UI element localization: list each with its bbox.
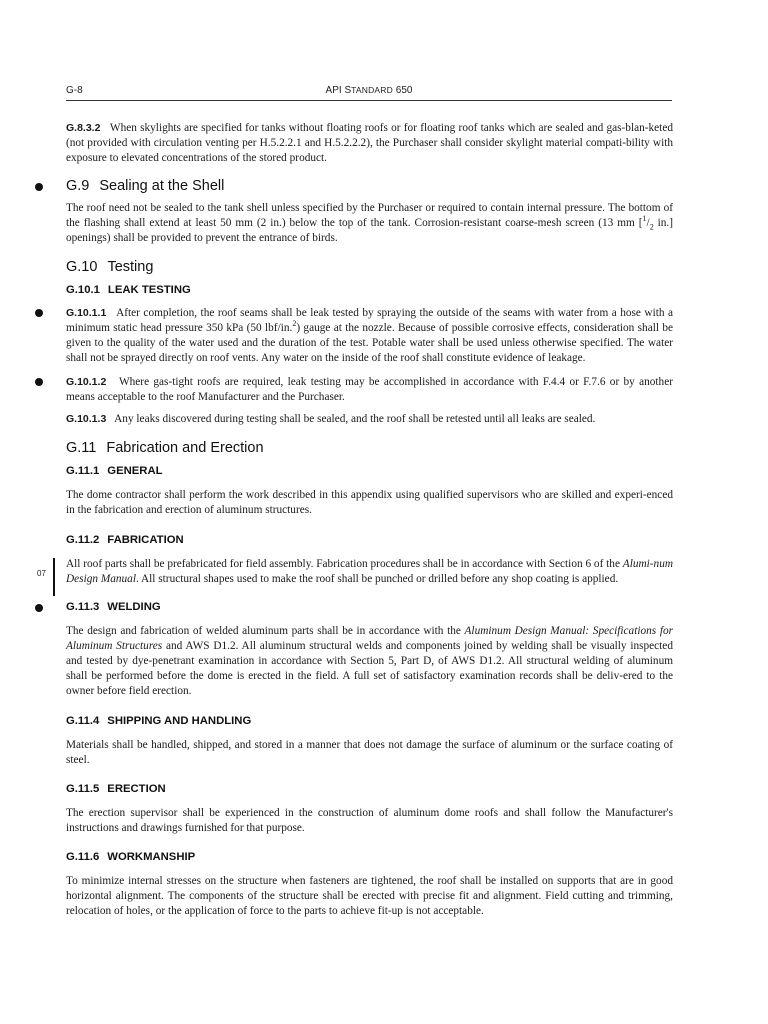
paragraph-g1011: G.10.1.1 After completion, the roof seams shall be leak tested by spraying the outside of the seams with water from a hose with a minimum static head pressure 350 kPa (50 lbf/in.$^2$) gauge at the nozzle. Because of possible corrosive effects, consideration shall be given to the quality of the water used and the duration of the test. Potable water shall be used unless otherwise specified. The water shall not be sprayed directly on roof vents. Any water on the inside of the roof shall constitute evidence of leakage.	[66, 307, 673, 364]
section-heading-g10: G.10 Testing	[66, 259, 154, 275]
subsection-heading-g116: G.11.6 WORKMANSHIP	[66, 851, 196, 863]
page-header	[66, 82, 672, 101]
subsection-heading-g101: G.10.1 LEAK TESTING	[66, 284, 191, 296]
paragraph-g113: The design and fabrication of welded aluminum parts shall be in accordance with the Aluminum Design Manual: Specifications for Aluminum Structures and AWS D1.2. All aluminum structural welds and components joined by welding shall be visually inspected and tested by dye-penetrant examination in accordance with Section 5, Part D, of AWS D1.2. All structural welding of aluminum shall be performed before the dome is erected in the field. A full set of satisfactory examination records shall be deliv-ered to the owner before field erection.	[66, 625, 673, 697]
revision-number: 07	[37, 569, 46, 578]
paragraph-g114: Materials shall be handled, shipped, and stored in a manner that does not damage the surface of aluminum or the surface coating of steel.	[66, 739, 673, 766]
paragraph-g115: The erection supervisor shall be experienced in the construction of aluminum dome roofs and shall follow the Manufacturer's instructions and drawings furnished for that purpose.	[66, 807, 673, 834]
page-number: G-8	[66, 85, 83, 96]
subsection-heading-g112: G.11.2 FABRICATION	[66, 534, 184, 546]
paragraph-g1012: G.10.1.2 Where gas-tight roofs are required, leak testing may be accomplished in accordance with F.4.4 or F.7.6 or by another means acceptable to the roof Manufacturer and the Purchaser.	[66, 376, 673, 403]
subsection-heading-g114: G.11.4 SHIPPING AND HANDLING	[66, 715, 252, 727]
revision-bar	[53, 558, 55, 596]
paragraph-g111: The dome contractor shall perform the work described in this appendix using qualified supervisors who are skilled and experi-enced in the fabrication and erection of aluminum structures.	[66, 489, 673, 516]
paragraph-g9: The roof need not be sealed to the tank shell unless specified by the Purchaser or required to contain internal pressure. The bottom of the flashing shall extend at least 50 mm (2 in.) below the top of the tank. Corrosion-resistant coarse-mesh screen (13 mm [$^1/_2$ in.] openings) shall be provided to prevent the entrance of birds.	[66, 202, 674, 244]
paragraph-g1013: G.10.1.3 Any leaks discovered during testing shall be sealed, and the roof shall be retested until all leaks are sealed.	[66, 413, 596, 425]
document-title: API STANDARD 650	[325, 85, 413, 96]
revision-bullet	[35, 309, 43, 317]
paragraph-number: G.8.3.2	[66, 122, 101, 134]
paragraph-g116: To minimize internal stresses on the structure when fasteners are tightened, the roof shall be installed on supports that are in good horizontal alignment. The components of the structure shall be erected with precise fit and alignment. Field cutting and trimming, relocation of holes, or the application of force to the parts to achieve fit-up is not acceptable.	[66, 875, 673, 917]
revision-bullet	[35, 183, 43, 191]
section-heading-g9: G.9 Sealing at the Shell	[66, 178, 225, 194]
subsection-heading-g115: G.11.5 ERECTION	[66, 783, 166, 795]
subsection-heading-g113: G.11.3 WELDING	[66, 601, 161, 613]
section-heading-g11: G.11 Fabrication and Erection	[66, 440, 264, 456]
paragraph-g112: All roof parts shall be prefabricated for field assembly. Fabrication procedures shall be in accordance with Section 6 of the Alumi-num Design Manual. All structural shapes used to make the roof shall be punched or drilled before any shop coating is applied.	[66, 558, 673, 585]
revision-bullet	[35, 604, 43, 612]
paragraph-g832: G.8.3.2 When skylights are specified for tanks without floating roofs or for floating roof tanks which are sealed and gas-blan-keted (not provided with circulation venting per H.5.2.2.1 and H.5.2.2.2), the Purchaser shall consider skylight material compati-bility with exposure to elevated concentrations of the stored product.	[66, 122, 673, 164]
subsection-heading-g111: G.11.1 GENERAL	[66, 465, 163, 477]
revision-bullet	[35, 378, 43, 386]
